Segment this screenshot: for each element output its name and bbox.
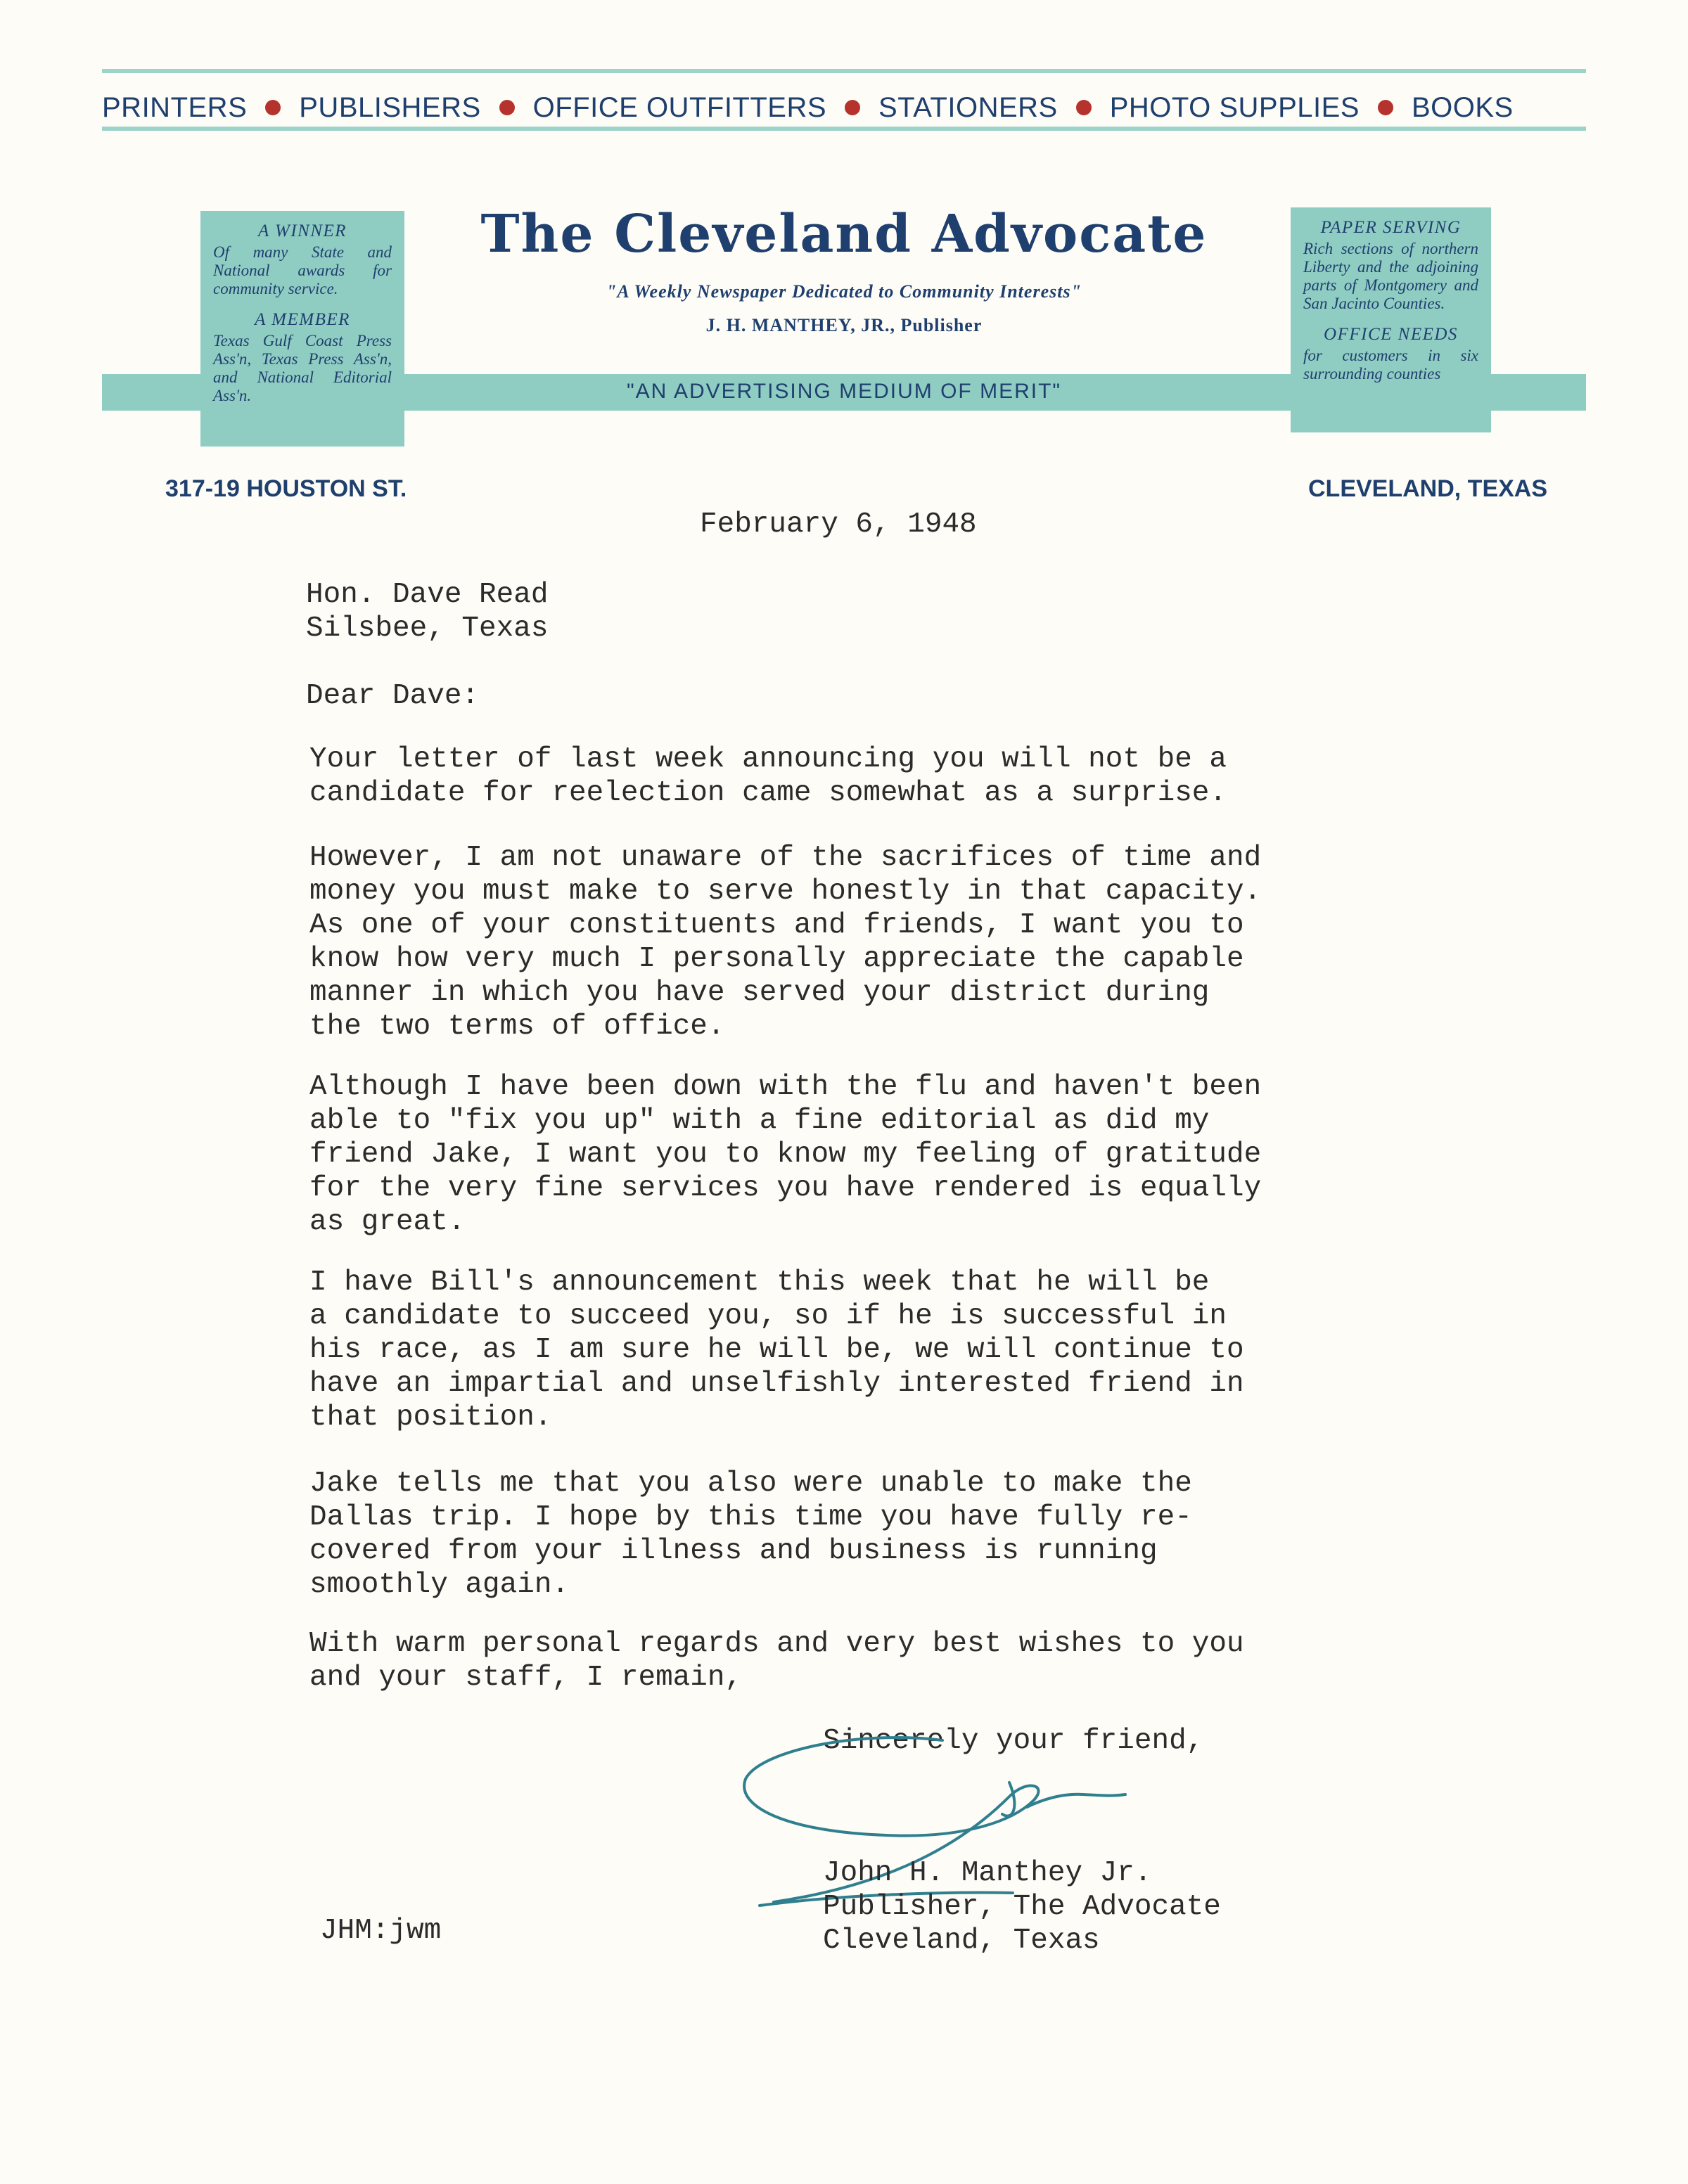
masthead-tagline: "A Weekly Newspaper Dedicated to Community Interests": [606, 281, 1082, 302]
paragraph-line: for the very fine services you have rendered is equally: [309, 1172, 1262, 1205]
masthead-title: The Cleveland Advocate: [480, 204, 1208, 264]
service-item: PRINTERS: [102, 91, 248, 123]
paragraph-line: know how very much I personally appreciate the capable: [309, 943, 1244, 975]
paragraph-line: smoothly again.: [309, 1569, 570, 1601]
signer-title: Publisher, The Advocate: [823, 1891, 1221, 1923]
street-address: 317-19 HOUSTON ST.: [165, 475, 407, 502]
paragraph-line: I have Bill's announcement this week that he will be: [309, 1266, 1210, 1299]
paragraph: [309, 1467, 1192, 1602]
paragraph: [309, 743, 1227, 810]
service-item: STATIONERS: [878, 91, 1058, 123]
paragraph-line: manner in which you have served your district during: [309, 977, 1210, 1009]
signer-city: Cleveland, Texas: [823, 1925, 1100, 1957]
service-item: BOOKS: [1411, 91, 1514, 123]
paragraph: [309, 1627, 1244, 1695]
service-item: OFFICE OUTFITTERS: [532, 91, 827, 123]
paragraph-line: covered from your illness and business is running: [309, 1535, 1158, 1567]
paragraph-line: Your letter of last week announcing you will not be a: [309, 743, 1227, 776]
paragraph: [309, 1266, 1244, 1434]
paragraph-line: Jake tells me that you also were unable to make the: [309, 1467, 1192, 1500]
paragraph-line: that position.: [309, 1401, 552, 1434]
paragraph-line: able to "fix you up" with a fine editorial as did my: [309, 1105, 1210, 1137]
recipient-name: Hon. Dave Read: [306, 579, 549, 611]
bullet-dot: [1378, 100, 1393, 115]
city-address: CLEVELAND, TEXAS: [1308, 475, 1548, 502]
bullet-dot: [265, 100, 281, 115]
paragraph-line: as great.: [309, 1206, 466, 1238]
member-text: Texas Gulf Coast Press Ass'n, Texas Press Ass'n, and National Editorial Ass'n.: [213, 332, 392, 404]
serving-box: [1291, 207, 1491, 432]
paragraph-line: money you must make to serve honestly in that capacity.: [309, 875, 1262, 908]
paragraph-line: However, I am not unaware of the sacrifices of time and: [309, 842, 1262, 874]
paragraph-line: As one of your constituents and friends, I want you to: [309, 909, 1244, 942]
bullet-dot: [845, 100, 860, 115]
paragraph-line: friend Jake, I want you to know my feeling of gratitude: [309, 1138, 1262, 1171]
top-rule: [102, 69, 1586, 73]
paragraph-line: candidate for reelection came somewhat as a surprise.: [309, 777, 1227, 809]
service-item: PHOTO SUPPLIES: [1109, 91, 1360, 123]
office-needs-heading: OFFICE NEEDS: [1324, 325, 1458, 344]
paragraph-line: the two terms of office.: [309, 1010, 725, 1043]
bullet-dot: [1076, 100, 1092, 115]
letter-date: February 6, 1948: [700, 508, 977, 541]
services-strip: [102, 83, 1600, 132]
paragraph-line: Although I have been down with the flu and haven't been: [309, 1071, 1262, 1103]
winner-text: Of many State and National awards for community service.: [213, 243, 392, 297]
paragraph: [309, 841, 1261, 1043]
signer-name: John H. Manthey Jr.: [823, 1857, 1152, 1889]
salutation: Dear Dave:: [306, 680, 480, 712]
paragraph-line: a candidate to succeed you, so if he is successful in: [309, 1300, 1227, 1332]
typist-initials: JHM:jwm: [320, 1915, 442, 1947]
advertising-motto: "AN ADVERTISING MEDIUM OF MERIT": [626, 380, 1062, 403]
paragraph-line: have an impartial and unselfishly interested friend in: [309, 1368, 1244, 1400]
masthead-publisher: J. H. MANTHEY, JR., Publisher: [705, 315, 983, 335]
paragraph-line: With warm personal regards and very best wishes to you: [309, 1628, 1244, 1660]
paragraph-line: and your staff, I remain,: [309, 1662, 743, 1694]
winner-box: [200, 211, 404, 447]
paper-serving-heading: PAPER SERVING: [1320, 218, 1462, 237]
office-needs-text: for customers in six surrounding counties: [1303, 347, 1478, 383]
member-heading: A MEMBER: [255, 310, 350, 329]
closing: Sincerely your friend,: [823, 1725, 1204, 1757]
bullet-dot: [499, 100, 515, 115]
paragraph: [309, 1070, 1261, 1239]
paper-serving-text: Rich sections of northern Liberty and the adjoining parts of Montgomery and San Jacinto Counties.: [1303, 240, 1478, 312]
winner-heading: A WINNER: [257, 221, 347, 240]
paragraph-line: his race, as I am sure he will be, we will continue to: [309, 1334, 1244, 1366]
recipient-city: Silsbee, Texas: [306, 612, 549, 645]
service-item: PUBLISHERS: [299, 91, 481, 123]
paragraph-line: Dallas trip. I hope by this time you have fully re-: [309, 1501, 1192, 1534]
